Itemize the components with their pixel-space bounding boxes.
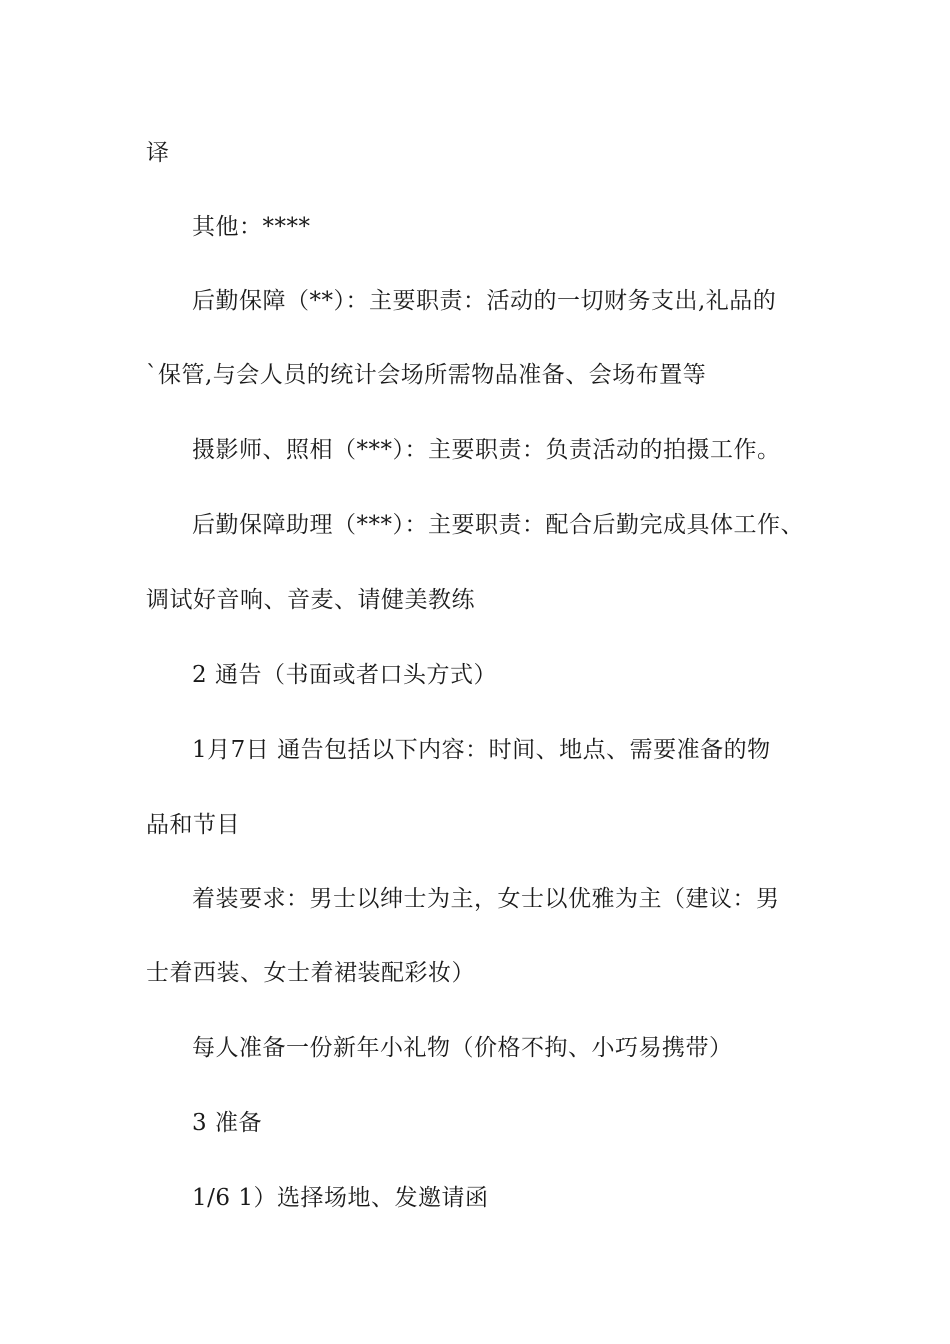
text-line-preparation-item: 1/6 1）选择场地、发邀请函 — [192, 1185, 489, 1211]
text-line-gift: 每人准备一份新年小礼物（价格不拘、小巧易携带） — [192, 1035, 733, 1061]
text-line-logistics-cont: `保管,与会人员的统计会场所需物品准备、会场布置等 — [146, 362, 707, 388]
text-line-notice-content: 1月7日 通告包括以下内容：时间、地点、需要准备的物 — [192, 737, 771, 763]
text-line-logistics: 后勤保障（**）：主要职责：活动的一切财务支出,礼品的 — [192, 288, 777, 314]
text-line-logistics-assistant: 后勤保障助理（***）：主要职责：配合后勤完成具体工作、 — [192, 512, 804, 538]
text-line-photographer: 摄影师、照相（***）：主要职责：负责活动的拍摄工作。 — [192, 437, 781, 463]
section-heading-preparation: 3 准备 — [192, 1110, 262, 1136]
section-heading-notice: 2 通告（书面或者口头方式） — [192, 662, 497, 688]
text-line-logistics-assistant-cont: 调试好音响、音麦、请健美教练 — [146, 587, 475, 613]
text-line-other: 其他：**** — [192, 214, 311, 240]
text-line-notice-content-cont: 品和节目 — [146, 812, 240, 838]
text-line-dress-code-cont: 士着西装、女士着裙装配彩妆） — [146, 960, 475, 986]
text-line-continuation-yi: 译 — [146, 140, 170, 166]
text-line-dress-code: 着装要求：男士以绅士为主，女士以优雅为主（建议：男 — [192, 886, 780, 912]
